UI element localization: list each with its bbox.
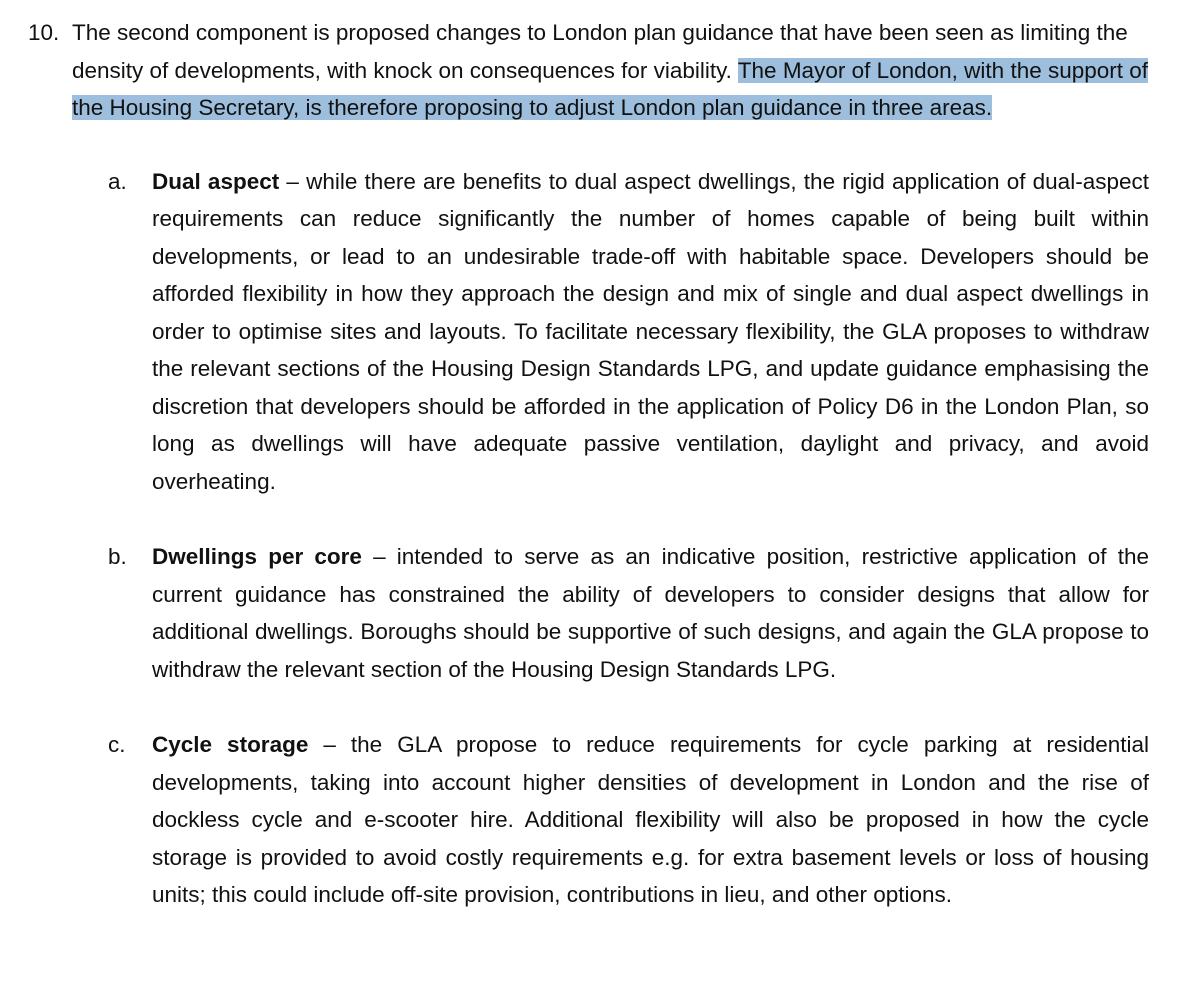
- sub-item-letter: c.: [108, 732, 126, 757]
- paragraph-plain-text: The second component is proposed changes to London plan guidance that have been seen as limiting the density of developments, with knock on consequences for viability.: [72, 20, 1128, 83]
- sub-item-body: – intended to serve as an indicative position, restrictive application of the current guidance has constrained the ability of developers to consider designs that allow for additional dwellings. Boroughs should be supportive of such designs, and again the GLA propose to withdraw the relevant section of the Housing Design Standards LPG.: [152, 544, 1149, 682]
- sub-item-dwellings-per-core: [0, 538, 1200, 688]
- paragraph-text[interactable]: [72, 14, 1150, 127]
- sub-item-text: [152, 726, 1149, 914]
- document-page: [0, 14, 1200, 914]
- sub-item-body: – while there are benefits to dual aspect dwellings, the rigid application of dual-aspect requirements can reduce significantly the number of homes capable of being built within developments, or lead to an undesirable trade-off with habitable space. Developers should be afforded flexibility in how they approach the design and mix of single and dual aspect dwellings in order to optimise sites and layouts. To facilitate necessary flexibility, the GLA proposes to withdraw the relevant sections of the Housing Design Standards LPG, and update guidance emphasising the discretion that developers should be afforded in the application of Policy D6 in the London Plan, so long as dwellings will have adequate passive ventilation, daylight and privacy, and avoid overheating.: [152, 168, 1149, 494]
- sub-item-text: [152, 538, 1149, 688]
- sub-item-cycle-storage: [0, 726, 1200, 914]
- sub-item-letter: b.: [108, 544, 127, 569]
- sub-item-title: Cycle storage: [152, 732, 309, 757]
- sub-item-dual-aspect: [0, 163, 1200, 501]
- sub-item-title: Dual aspect: [152, 168, 280, 194]
- paragraph-number: 10.: [28, 20, 60, 45]
- sub-item-body: – the GLA propose to reduce requirements for cycle parking at residential developments, taking into account higher densities of development in London and the rise of dockless cycle and e-scooter hire. Additional flexibility will also be proposed in how the cycle storage is provided to avoid costly requirements e.g. for extra basement levels or loss of housing units; this could include off-site provision, contributions in lieu, and other options.: [152, 732, 1149, 907]
- sub-item-title: Dwellings per core: [152, 544, 362, 569]
- sub-item-letter: a.: [108, 168, 127, 194]
- numbered-paragraph: [0, 14, 1200, 127]
- sub-item-text: [152, 163, 1149, 501]
- highlighted-text-selection[interactable]: The Mayor of London, with the support of the Housing Secretary, is therefore proposing to adjust London plan guidance in three areas.: [72, 57, 1149, 120]
